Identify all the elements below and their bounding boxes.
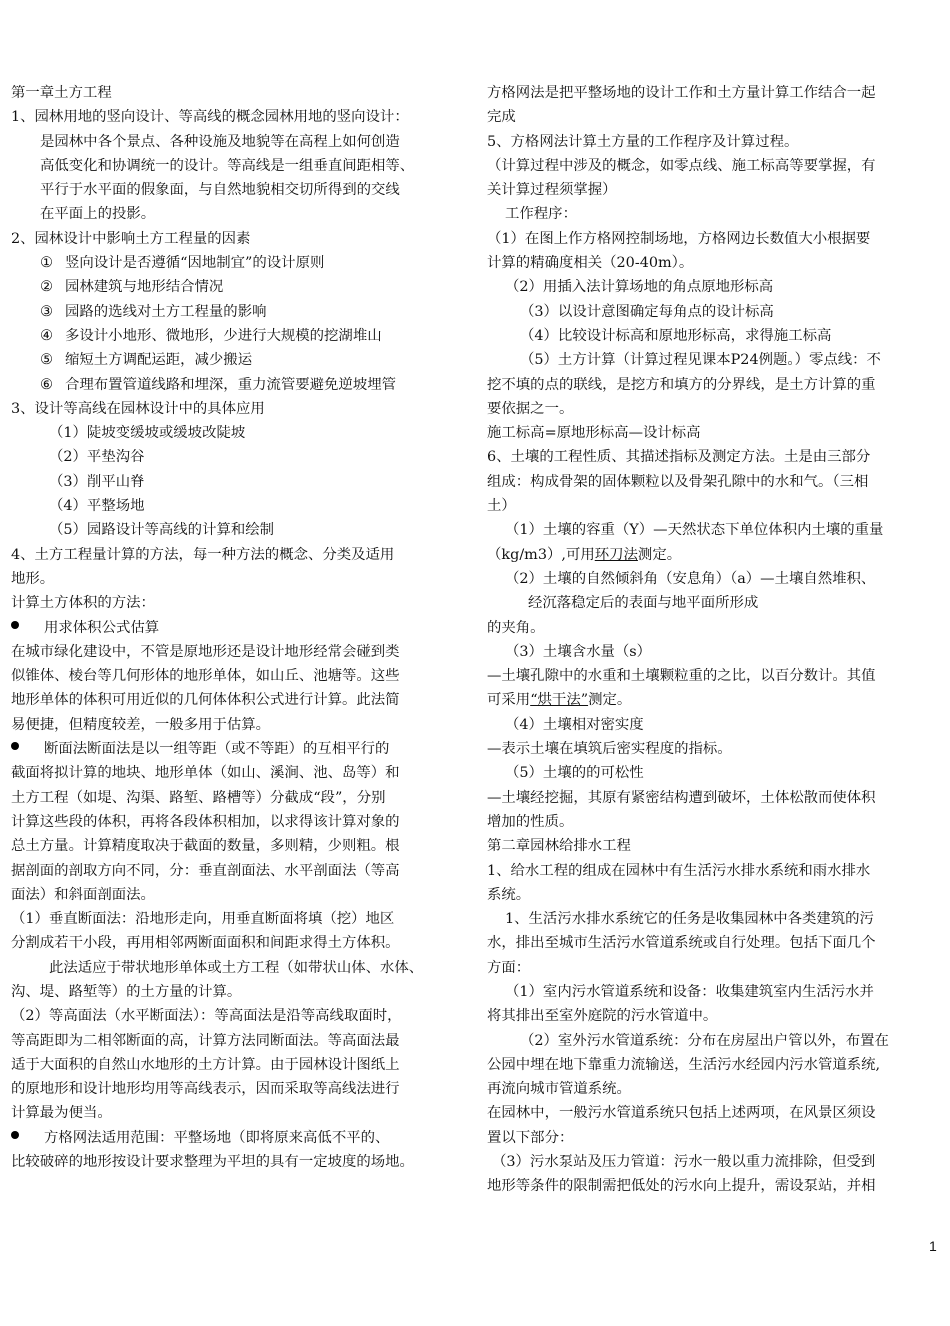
text-line: 地形等条件的限制需把低处的污水向上提升，需设泵站，并相 — [487, 1178, 876, 1195]
bullet-item: 用求体积公式估算 — [11, 616, 473, 640]
text-line: 置以下部分： — [487, 1129, 574, 1146]
list-item: （1）土壤的容重（Y）—天然状态下单位体积内土壤的重量 — [505, 522, 884, 539]
left-column — [11, 81, 473, 1174]
text-line: —土壤经挖掘，其原有紧密结构遭到破坏，土体松散而使体积 — [487, 789, 876, 806]
circled-number: ① — [40, 255, 53, 272]
list-item: （2）平垫沟谷 — [49, 449, 145, 466]
text-line: —表示土壤在填筑后密实程度的指标。 — [487, 741, 732, 758]
list-item: （3）削平山脊 — [49, 473, 145, 490]
text-line: 关计算过程须掌握） — [487, 182, 617, 199]
list-item: （1）室内污水管道系统和设备：收集建筑室内生活污水并 — [505, 983, 874, 1000]
section-heading: 4、土方工程量计算的方法，每一种方法的概念、分类及适用 — [11, 546, 395, 563]
list-item: （3）土壤含水量（s） — [505, 643, 652, 660]
text-line: 等高距即为二相邻断面的高，计算方法同断面法。等高面法最 — [11, 1032, 400, 1049]
section-heading: 2、园林设计中影响土方工程量的因素 — [11, 230, 251, 247]
text-line: 水，排出至城市生活污水管道系统或自行处理。包括下面几个 — [487, 935, 876, 952]
text-line: 似锥体、棱台等几何形体的地形单体，如山丘、池塘等。这些 — [11, 668, 400, 685]
circled-number: ⑤ — [40, 352, 53, 369]
text-line: 面法）和斜面剖面法。 — [11, 886, 155, 903]
text-line: 沟、堤、路堑等）的土方量的计算。 — [11, 983, 242, 1000]
text-line: 的原地形和设计地形均用等高线表示，因而采取等高线法进行 — [11, 1081, 400, 1098]
section-heading: 5、方格网法计算土方量的工作程序及计算过程。 — [487, 133, 799, 150]
list-item: ② 园林建筑与地形结合情况 — [11, 275, 473, 299]
text-line: 土） — [487, 498, 516, 515]
text-line: （2）等高面法（水平断面法）：等高面法是沿等高线取面时， — [11, 1008, 402, 1025]
list-item: （5）土壤的的可松性 — [505, 765, 644, 782]
text-line: 组成：构成骨架的固体颗粒以及骨架孔隙中的水和气。（三相 — [487, 473, 869, 490]
list-item: （2）用插入法计算场地的角点原地形标高 — [505, 279, 774, 296]
text-line: （kg/m3）,可用环刀法测定。 — [487, 546, 682, 563]
text-line: 比较破碎的地形按设计要求整理为平坦的具有一定坡度的场地。 — [11, 1154, 414, 1171]
circled-number: ② — [40, 279, 53, 296]
text-line: 此法适应于带状地形单体或土方工程（如带状山体、水体、 — [49, 959, 424, 976]
text-line: 施工标高=原地形标高—设计标高 — [487, 425, 701, 442]
bullet-item: 方格网法适用范围：平整场地（即将原来高低不平的、 — [11, 1126, 473, 1150]
text-line: 的夹角。 — [487, 619, 545, 636]
list-item: （4）平整场地 — [49, 498, 145, 515]
bullet-icon — [11, 621, 19, 629]
chapter-title: 第二章园林给排水工程 — [487, 838, 631, 855]
text-line: 据剖面的剖取方向不同，分：垂直剖面法、水平剖面法（等高 — [11, 862, 400, 879]
list-item: （5）园路设计等高线的计算和绘制 — [49, 522, 275, 539]
text-line: 土方工程（如堤、沟渠、路堑、路槽等）分截成“段”，分别 — [11, 789, 386, 806]
text-line: 地形单体的体积可用近似的几何体体积公式进行计算。此法简 — [11, 692, 400, 709]
list-item: ⑥ 合理布置管道线路和埋深，重力流管要避免逆坡埋管 — [11, 373, 473, 397]
underlined-term: 环刀法 — [594, 546, 638, 563]
text-line: 平行于水平面的假象面，与自然地貌相交切所得到的交线 — [40, 182, 400, 199]
section-heading: 3、设计等高线在园林设计中的具体应用 — [11, 400, 265, 417]
text-line: 要依据之一。 — [487, 400, 574, 417]
text-line: 可采用“烘干法”测定。 — [487, 692, 632, 709]
list-item: （3）污水泵站及压力管道：污水一般以重力流排除，但受到 — [492, 1154, 876, 1171]
text-line: 1、园林用地的竖向设计、等高线的概念园林用地的竖向设计： — [11, 109, 409, 126]
text-line: （1）在图上作方格网控制场地，方格网边长数值大小根据要 — [487, 230, 871, 247]
section-heading: 1、给水工程的组成在园林中有生活污水排水系统和雨水排水 — [487, 862, 871, 879]
text-line: 总土方量。计算精度取决于截面的数量，多则精，少则粗。根 — [11, 838, 400, 855]
text-line: 工作程序： — [505, 206, 577, 223]
list-item: （5）土方计算（计算过程见课本P24例题。）零点线：不 — [520, 352, 881, 369]
text-line: 高低变化和协调统一的设计。等高线是一组垂直间距相等、 — [40, 157, 415, 174]
text-line: （1）垂直断面法：沿地形走向，用垂直断面将填（挖）地区 — [11, 911, 395, 928]
list-item: ④ 多设计小地形、微地形，少进行大规模的挖湖堆山 — [11, 324, 473, 348]
text-line: 方格网法是把平整场地的设计工作和土方量计算工作结合一起 — [487, 85, 876, 101]
text-line: 再流向城市管道系统。 — [487, 1081, 631, 1098]
section-heading: 6、土壤的工程性质、其描述指标及测定方法。土是由三部分 — [487, 449, 871, 466]
list-item: （4）比较设计标高和原地形标高，求得施工标高 — [520, 327, 832, 344]
text-line: 挖不填的点的联线，是挖方和填方的分界线，是土方计算的重 — [487, 376, 876, 393]
text-line: 是园林中各个景点、各种设施及地貌等在高程上如何创造 — [40, 133, 400, 150]
right-column — [487, 81, 941, 1199]
list-item: （1）陡坡变缓坡或缓坡改陡坡 — [49, 425, 246, 442]
text-line: 截面将拟计算的地块、地形单体（如山、溪涧、池、岛等）和 — [11, 765, 400, 782]
list-item: ③ 园路的选线对土方工程量的影响 — [11, 300, 473, 324]
list-item: ① 竖向设计是否遵循“因地制宜”的设计原则 — [11, 251, 473, 275]
list-item: （2）室外污水管道系统：分布在房屋出户管以外，布置在 — [520, 1032, 889, 1049]
list-item: （4）土壤相对密实度 — [505, 716, 644, 733]
list-item: （2）土壤的自然倾斜角（安息角）（a）—土壤自然堆积、 — [505, 570, 876, 587]
bullet-icon — [11, 742, 19, 750]
text-line: 地形。 — [11, 570, 55, 587]
circled-number: ③ — [40, 303, 53, 320]
text-line: 适于大面积的自然山水地形的土方计算。由于园林设计图纸上 — [11, 1056, 400, 1073]
circled-number: ⑥ — [40, 376, 53, 393]
page-number: 1 — [929, 1238, 937, 1254]
text-line: 分割成若干小段，再用相邻两断面面积和间距求得土方体积。 — [11, 935, 400, 952]
circled-number: ④ — [40, 327, 53, 344]
list-item: ⑤ 缩短土方调配运距，减少搬运 — [11, 348, 473, 372]
underlined-term: “烘干法” — [530, 692, 589, 709]
bullet-item: 断面法断面法是以一组等距（或不等距）的互相平行的 — [11, 737, 473, 761]
text-line: 计算的精确度相关（20-40m）。 — [487, 255, 694, 272]
chapter-title: 第一章土方工程 — [11, 85, 112, 101]
text-line: 经沉落稳定后的表面与地平面所形成 — [528, 595, 759, 612]
text-line: 在城市绿化建设中，不管是原地形还是设计地形经常会碰到类 — [11, 643, 400, 660]
list-item: （3）以设计意图确定每角点的设计标高 — [520, 303, 774, 320]
text-line: 计算这些段的体积，再将各段体积相加，以求得该计算对象的 — [11, 813, 400, 830]
text-line: （计算过程中涉及的概念，如零点线、施工标高等要掌握，有 — [487, 157, 876, 174]
text-line: 系统。 — [487, 886, 531, 903]
text-line: 1、生活污水排水系统它的任务是收集园林中各类建筑的污 — [505, 911, 874, 928]
text-line: 在园林中，一般污水管道系统只包括上述两项，在风景区须设 — [487, 1105, 876, 1122]
text-line: 易便捷，但精度较差，一般多用于估算。 — [11, 716, 271, 733]
text-line: 在平面上的投影。 — [40, 206, 156, 223]
text-line: —土壤孔隙中的水重和土壤颗粒重的之比，以百分数计。其值 — [487, 668, 876, 685]
text-line: 公园中埋在地下靠重力流输送，生活污水经园内污水管道系统, — [487, 1056, 881, 1073]
text-line: 计算最为便当。 — [11, 1105, 112, 1122]
text-line: 计算土方体积的方法： — [11, 595, 155, 612]
text-line: 完成 — [487, 109, 516, 126]
text-line: 将其排出至室外庭院的污水管道中。 — [487, 1008, 718, 1025]
text-line: 方面： — [487, 959, 531, 976]
text-line: 增加的性质。 — [487, 813, 574, 830]
bullet-icon — [11, 1131, 19, 1139]
